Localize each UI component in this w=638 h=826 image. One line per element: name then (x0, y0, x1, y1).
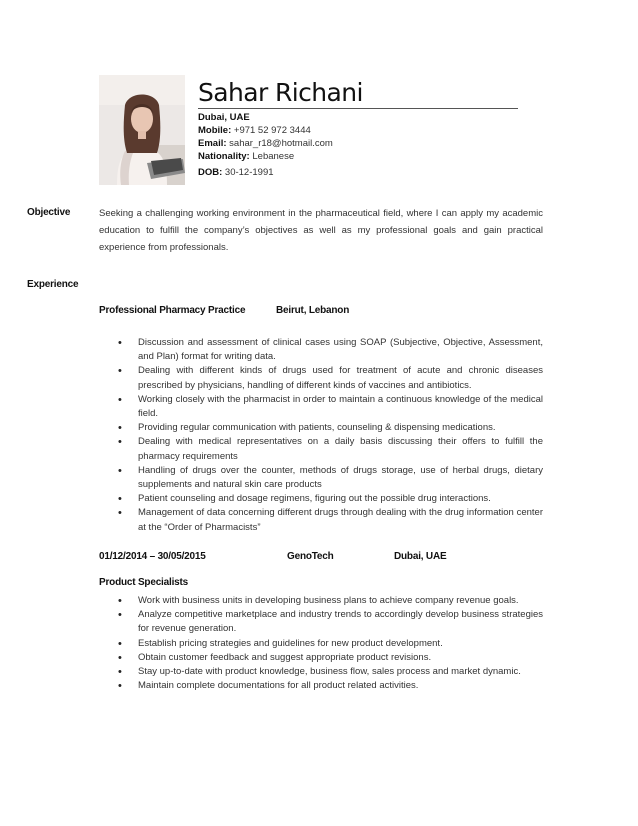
job-1-title: Professional Pharmacy Practice (99, 305, 246, 316)
list-item: • Providing regular communication with patients, counseling & dispensing medications. (99, 421, 543, 435)
list-item: • Work with business units in developing business plans to achieve company revenue goals. (99, 594, 543, 608)
candidate-name: Sahar Richani (198, 78, 363, 107)
mobile-line (198, 125, 311, 137)
profile-photo (99, 75, 185, 185)
list-item: • Establish pricing strategies and guidelines for new product development. (99, 637, 543, 651)
objective-text: Seeking a challenging working environment in the pharmaceutical field, where I can apply my academic education to fulfill the company’s objectives as well as my professional goals and gain practical experience from professionals. (99, 208, 543, 253)
nationality-line (198, 151, 294, 163)
location: Dubai, UAE (198, 112, 250, 123)
dob-label: DOB: (198, 167, 223, 178)
list-item: • Dealing with different kinds of drugs used for treatment of acute and chronic diseases prescribed by physicians, handling of different kinds of vaccines and antibiotics. (99, 364, 543, 392)
email-line (198, 138, 333, 150)
list-item: • Discussion and assessment of clinical cases using SOAP (Subjective, Objective, Assessment, and Plan) format for writing data. (99, 336, 543, 364)
list-item: • Working closely with the pharmacist in order to maintain a continuous knowledge of the medical field. (99, 393, 543, 421)
nationality-value: Lebanese (252, 151, 295, 162)
dob-line (198, 167, 274, 179)
job-1-bullets (99, 336, 543, 535)
list-item: • Dealing with medical representatives on a daily basis discussing their offers to fulfill the pharmacy requirements (99, 435, 543, 463)
job-1-location: Beirut, Lebanon (276, 305, 350, 316)
email-label: Email: (198, 138, 227, 149)
job-2-bullets (99, 594, 543, 693)
objective-heading: Objective (27, 207, 71, 218)
list-item: • Patient counseling and dosage regimens, figuring out the possible drug interactions. (99, 492, 543, 506)
list-item: • Analyze competitive marketplace and industry trends to accordingly develop business strategies for revenue generation. (99, 608, 543, 636)
job-2-role: Product Specialists (99, 577, 189, 588)
list-item: • Handling of drugs over the counter, methods of drugs storage, use of herbal drugs, dietary supplements and natural skin care products (99, 464, 543, 492)
mobile-label: Mobile: (198, 125, 232, 136)
list-item: • Stay up-to-date with product knowledge, business flow, sales process and market dynamic. (99, 665, 543, 679)
name-divider (198, 108, 518, 109)
email-address[interactable]: sahar_r18@hotmail.com (229, 138, 333, 149)
list-item: • Maintain complete documentations for all product related activities. (99, 679, 543, 693)
experience-heading: Experience (27, 279, 79, 290)
nationality-label: Nationality: (198, 151, 250, 162)
job-2-location: Dubai, UAE (394, 551, 447, 562)
job-2-dates: 01/12/2014 – 30/05/2015 (99, 551, 206, 562)
location-line (198, 112, 250, 124)
profile-photo-image (99, 75, 185, 185)
job-2-company: GenoTech (287, 551, 334, 562)
mobile-number: +971 52 972 3444 (233, 125, 311, 136)
list-item: • Obtain customer feedback and suggest appropriate product revisions. (99, 651, 543, 665)
dob-value: 30-12-1991 (224, 167, 274, 178)
list-item: • Management of data concerning different drugs through dealing with the drug information center at the “Order of Pharmacists” (99, 506, 543, 534)
